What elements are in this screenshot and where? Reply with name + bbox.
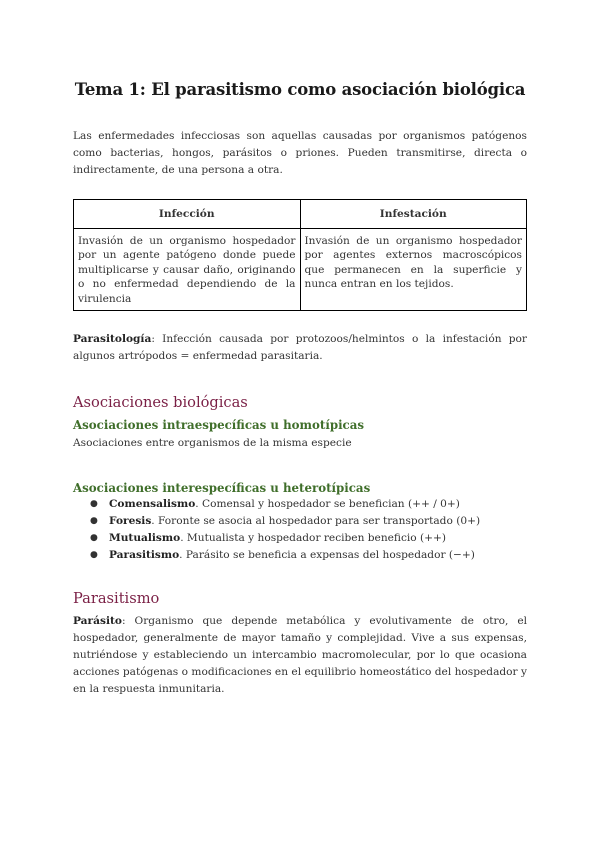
bullet-icon: ● <box>90 499 98 509</box>
table-cell-infeccion: Invasión de un organismo hospedador por un agente patógeno donde puede multiplicarse y causar daño, originando o no enfermedad dependiendo de la virulencia <box>74 229 301 311</box>
list-item-term: Foresis <box>109 515 152 527</box>
table-header-infestacion: Infestación <box>300 200 527 229</box>
section-heading-asociaciones: Asociaciones biológicas <box>73 394 248 411</box>
bullet-icon: ● <box>90 516 98 526</box>
list-item-text: . Mutualista y hospedador reciben beneficio (++) <box>180 532 447 544</box>
parasitologia-paragraph <box>73 331 527 365</box>
parasitologia-text: : Infección causada por protozoos/helmintos o la infestación por algunos artrópodos = enfermedad parasitaria. <box>73 333 527 362</box>
intro-paragraph: Las enfermedades infecciosas son aquellas causadas por organismos patógenos como bacterias, hongos, parásitos o priones. Pueden transmitirse, directa o indirectamente, de una persona a otra. <box>73 130 527 176</box>
page-title: Tema 1: El parasitismo como asociación biológica <box>74 80 526 99</box>
list-item <box>87 530 480 547</box>
bullet-icon: ● <box>90 533 98 543</box>
list-item <box>87 547 480 564</box>
subheading-interespecificas: Asociaciones interespecíficas u heterotípicas <box>73 481 371 495</box>
bullet-icon: ● <box>90 550 98 560</box>
association-list <box>87 496 480 564</box>
subheading-intraespecificas: Asociaciones intraespecíficas u homotípicas <box>73 418 365 432</box>
list-item-term: Mutualismo <box>109 532 181 544</box>
parasito-paragraph <box>73 613 527 698</box>
parasitologia-term: Parasitología <box>73 333 152 345</box>
list-item <box>87 496 480 513</box>
table-cell-infestacion: Invasión de un organismo hospedador por agentes externos macroscópicos que permanecen en la superficie y nunca entran en los tejidos. <box>300 229 527 311</box>
list-item-text: . Foronte se asocia al hospedador para ser transportado (0+) <box>151 515 481 527</box>
intraespecificas-description: Asociaciones entre organismos de la misma especie <box>73 437 352 449</box>
list-item-term: Parasitismo <box>109 549 180 561</box>
parasito-text: : Organismo que depende metabólica y evolutivamente de otro, el hospedador, generalmente de mayor tamaño y complejidad. Vive a sus expensas, nutriéndose y estableciendo un intercambio macromolecular, por lo que ocasiona acciones patógenas o modificaciones en el equilibrio homeostático del hospedador y en la respuesta inmunitaria. <box>73 615 527 695</box>
comparison-table <box>73 199 527 311</box>
parasito-term: Parásito <box>73 615 122 627</box>
table-header-infeccion: Infección <box>74 200 301 229</box>
list-item-term: Comensalismo <box>109 498 196 510</box>
section-heading-parasitismo: Parasitismo <box>73 590 160 607</box>
list-item-text: . Comensal y hospedador se benefician (++ / 0+) <box>195 498 460 510</box>
list-item <box>87 513 480 530</box>
list-item-text: . Parásito se beneficia a expensas del hospedador (−+) <box>179 549 475 561</box>
